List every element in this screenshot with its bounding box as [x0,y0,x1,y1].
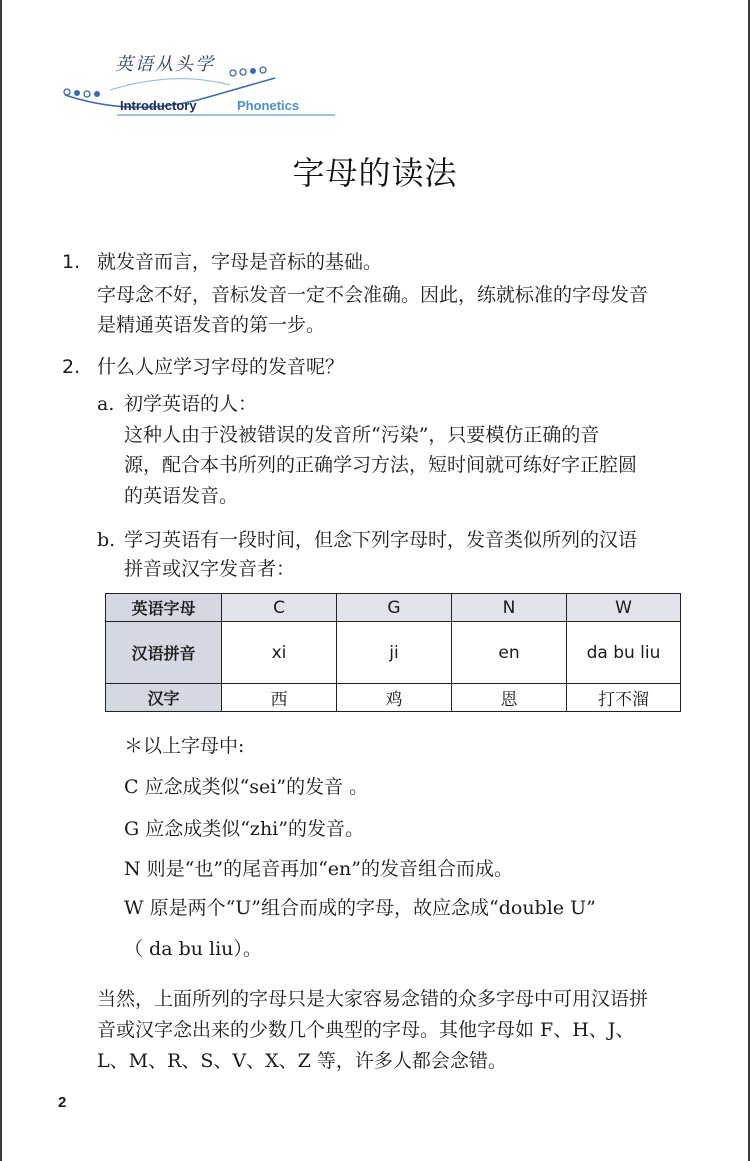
closing-line3: L、M、R、S、V、X、Z 等，许多人都会念错。 [97,1050,507,1072]
note-g: G 应念成类似“zhi”的发音。 [124,818,364,840]
item1-heading: 就发音而言，字母是音标的基础。 [97,251,383,273]
book-title: 英语从头学 [115,54,215,75]
item2a-line2: 这种人由于没被错误的发音所“污染”，只要模仿正确的音 [124,424,600,446]
table-cell: ji [337,622,452,684]
table-row-header: 汉字 [106,684,222,712]
closing-line1: 当然，上面所列的字母只是大家容易念错的众多字母中可用汉语拼 [97,988,649,1010]
item2b-label: b. [97,529,116,551]
table-cell: 西 [222,684,337,712]
item2b-line2: 拼音或汉字发音者： [124,558,296,580]
note-n: N 则是“也”的尾音再加“en”的发音组合而成。 [124,858,513,880]
table-cell: 打不溜 [567,684,681,712]
table-row [106,594,681,622]
table-cell: C [222,594,337,622]
page-title: 字母的读法 [292,154,458,192]
table-cell: da bu liu [567,622,681,684]
note-w-line1: W 原是两个“U”组合而成的字母，故应念成“double U” [124,897,596,919]
item2a-line4: 的英语发音。 [124,485,239,507]
item2a-line3: 源，配合本书所列的正确学习方法，短时间就可练好字正腔圆 [124,454,638,476]
header-word-introductory: Introductory [120,98,197,113]
table-row [106,622,681,684]
page-number: 2 [58,1094,67,1111]
table-cell: 恩 [452,684,567,712]
item2b-line1: 学习英语有一段时间，但念下列字母时，发音类似所列的汉语 [124,529,638,551]
item2a-line1: 初学英语的人： [124,393,258,415]
note-star: ＊以上字母中: [124,735,245,757]
table-cell: 鸡 [337,684,452,712]
closing-line2: 音或汉字念出来的少数几个典型的字母。其他字母如 F、H、J、 [97,1019,635,1041]
item2-number: 2. [62,356,81,378]
running-header [55,40,355,130]
table-cell: W [567,594,681,622]
item1-body-line2: 是精通英语发音的第一步。 [97,314,326,336]
table-row-header: 汉语拼音 [106,622,222,684]
note-w-line2: （ da bu liu）。 [124,938,262,960]
table-row [106,684,681,712]
table-row-header: 英语字母 [106,594,222,622]
table-cell: G [337,594,452,622]
item2-heading: 什么人应学习字母的发音呢？ [97,356,345,378]
table-cell: xi [222,622,337,684]
item2a-label: a. [97,393,115,415]
item1-number: 1. [62,251,81,273]
header-word-phonetics: Phonetics [237,98,300,113]
note-c: C 应念成类似“sei”的发音 。 [124,776,369,798]
letter-pronunciation-table [105,593,681,712]
item1-body-line1: 字母念不好，音标发音一定不会准确。因此，练就标准的字母发音 [97,284,649,306]
table-cell: N [452,594,567,622]
table-cell: en [452,622,567,684]
